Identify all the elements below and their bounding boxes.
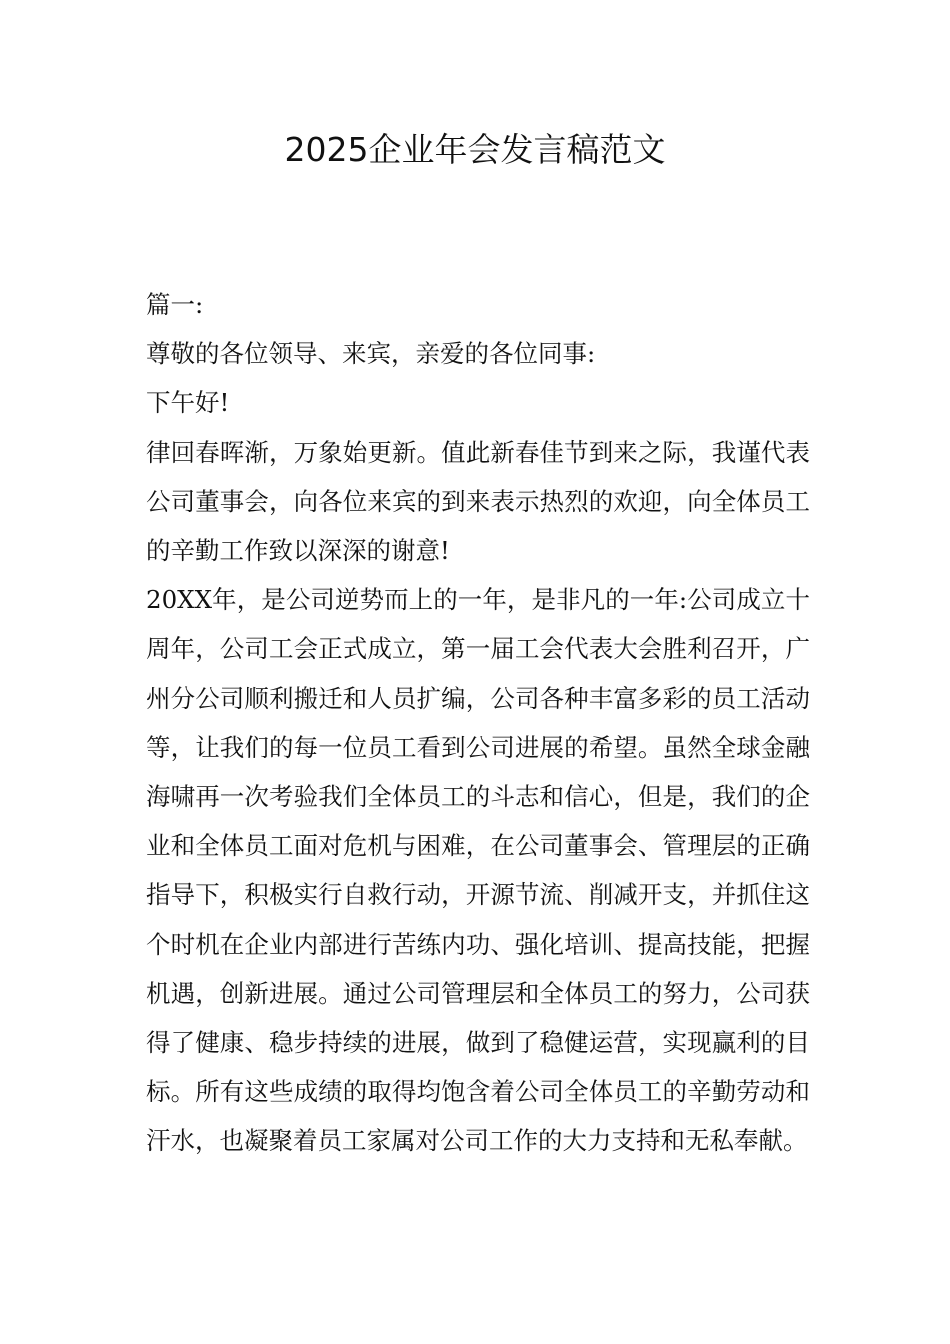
paragraph-welcome: 律回春晖渐，万象始更新。值此新春佳节到来之际，我谨代表公司董事会，向各位来宾的到来表示热烈的欢迎，向全体员工的辛勤工作致以深深的谢意! <box>146 437 810 566</box>
document-title: 2025企业年会发言稿范文 <box>284 130 666 169</box>
document-body <box>146 280 810 1166</box>
paragraph-review: 20XX年，是公司逆势而上的一年，是非凡的一年:公司成立十周年，公司工会正式成立，第一届工会代表大会胜利召开，广州分公司顺利搬迁和人员扩编，公司各种丰富多彩的员工活动等，让我们的每一位员工看到公司进展的希望。虽然全球金融海啸再一次考验我们全体员工的斗志和信心，但是，我们的企业和全体员工面对危机与困难，在公司董事会、管理层的正确指导下，积极实行自救行动，开源节流、削减开支，并抓住这个时机在企业内部进行苦练内功、强化培训、提高技能，把握机遇，创新进展。通过公司管理层和全体员工的努力，公司获得了健康、稳步持续的进展，做到了稳健运营，实现赢利的目标。所有这些成绩的取得均饱含着公司全体员工的辛勤劳动和汗水，也凝聚着员工家属对公司工作的大力支持和无私奉献。 <box>146 585 810 1156</box>
salutation: 尊敬的各位领导、来宾，亲爱的各位同事: <box>146 339 596 369</box>
section-heading: 篇一: <box>146 290 204 319</box>
greeting: 下午好! <box>146 388 230 418</box>
